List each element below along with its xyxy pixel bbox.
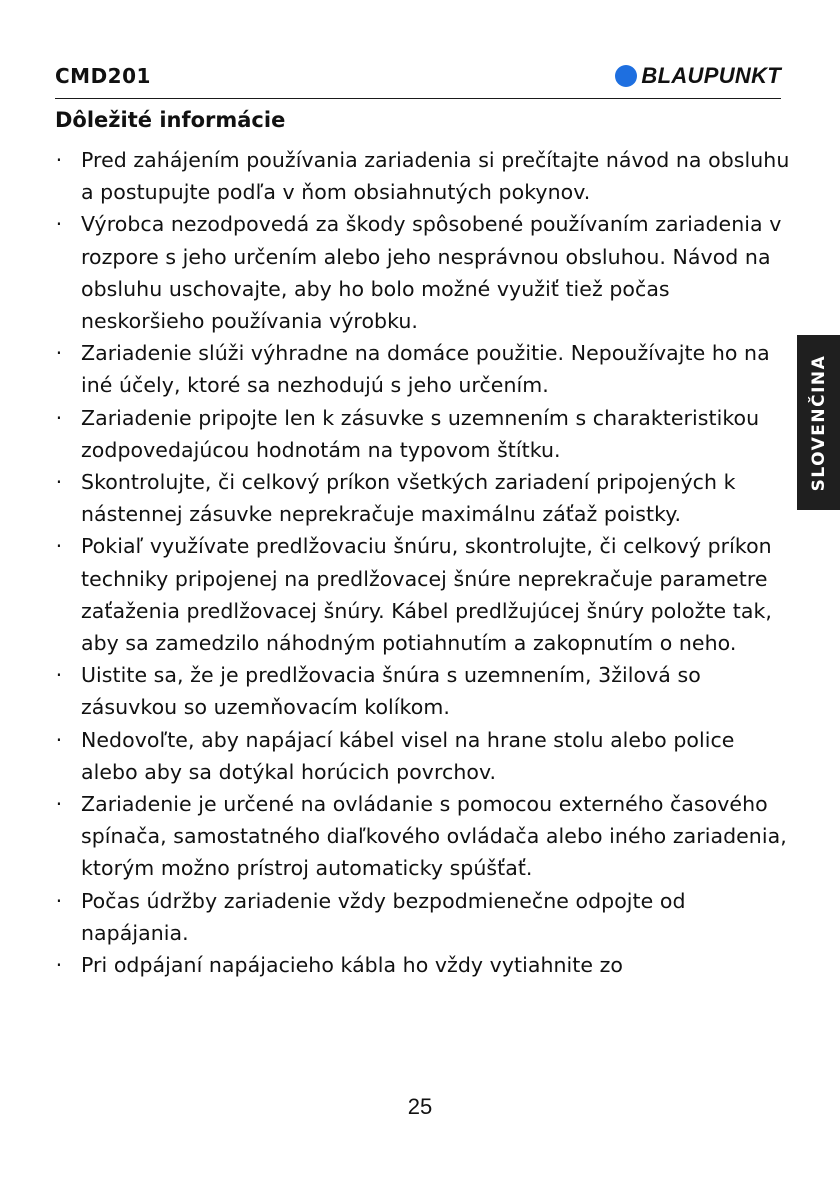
bullet-icon: ·: [55, 953, 63, 978]
bullet-icon: ·: [55, 212, 63, 237]
list-item-text: Zariadenie slúži výhradne na domáce použitie. Nepoužívajte ho na iné účely, ktoré sa nezhodujú s jeho určením.: [81, 341, 770, 398]
list-item-text: Nedovoľte, aby napájací kábel visel na hrane stolu alebo police alebo aby sa dotýkal horúcich povrchov.: [81, 727, 735, 784]
list-item-text: Počas údržby zariadenie vždy bezpodmienečne odpojte od napájania.: [81, 888, 686, 945]
language-tab: [797, 335, 840, 510]
model-number: CMD201: [55, 64, 151, 88]
brand-dot-icon: [615, 65, 637, 87]
bullet-icon: ·: [55, 663, 63, 688]
list-item: [55, 788, 795, 885]
bullet-icon: ·: [55, 405, 63, 430]
list-item-text: Pred zahájením používania zariadenia si prečítajte návod na obsluhu a postupujte podľa v ňom obsiahnutých pokynov.: [81, 148, 790, 205]
list-item-text: Zariadenie pripojte len k zásuvke s uzemnením s charakteristikou zodpovedajúcou hodnotám na typovom štítku.: [81, 405, 760, 462]
bullet-icon: ·: [55, 341, 63, 366]
brand-logo: [615, 63, 781, 89]
info-list: [55, 144, 795, 981]
bullet-icon: ·: [55, 888, 63, 913]
list-item: [55, 949, 795, 981]
list-item: [55, 466, 795, 530]
bullet-icon: ·: [55, 470, 63, 495]
section-title: Dôležité informácie: [55, 108, 286, 132]
bullet-icon: ·: [55, 727, 63, 752]
list-item: [55, 885, 795, 949]
list-item: [55, 530, 795, 659]
list-item: [55, 208, 795, 337]
bullet-icon: ·: [55, 148, 63, 172]
list-item-text: Zariadenie je určené na ovládanie s pomocou externého časového spínača, samostatného diaľkového ovládača alebo iného zariadenia, ktorým možno prístroj automaticky spúšťať.: [81, 792, 787, 881]
page-number: 25: [407, 1094, 433, 1119]
list-item: [55, 337, 795, 401]
list-item-text: Pokiaľ využívate predlžovaciu šnúru, skontrolujte, či celkový príkon techniky pripojenej na predlžovacej šnúre neprekračuje parametre zaťaženia predlžovacej šnúry. Kábel predlžujúcej šnúry položte tak, aby sa zamedzilo náhodným potiahnutím a zakopnutím o neho.: [81, 534, 772, 656]
bullet-icon: ·: [55, 792, 63, 817]
brand-name: BLAUPUNKT: [641, 63, 781, 88]
list-item: [55, 724, 795, 788]
list-item-text: Skontrolujte, či celkový príkon všetkých zariadení pripojených k nástennej zásuvke neprekračuje maximálnu záťaž poistky.: [81, 470, 736, 527]
list-item: [55, 659, 795, 723]
bullet-icon: ·: [55, 534, 63, 559]
list-item: [55, 144, 795, 208]
language-tab-label: SLOVENČINA: [808, 354, 829, 491]
page-header: [55, 62, 781, 99]
list-item-text: Uistite sa, že je predlžovacia šnúra s uzemnením, 3žilová so zásuvkou so uzemňovacím kolíkom.: [81, 663, 701, 720]
list-item-text: Výrobca nezodpovedá za škody spôsobené používaním zariadenia v rozpore s jeho určením alebo jeho nesprávnou obsluhou. Návod na obsluhu uschovajte, aby ho bolo možné využiť tiež počas neskoršieho používania výrobku.: [81, 212, 782, 334]
list-item-text: Pri odpájaní napájacieho kábla ho vždy vytiahnite zo: [81, 953, 624, 978]
list-item: [55, 402, 795, 466]
